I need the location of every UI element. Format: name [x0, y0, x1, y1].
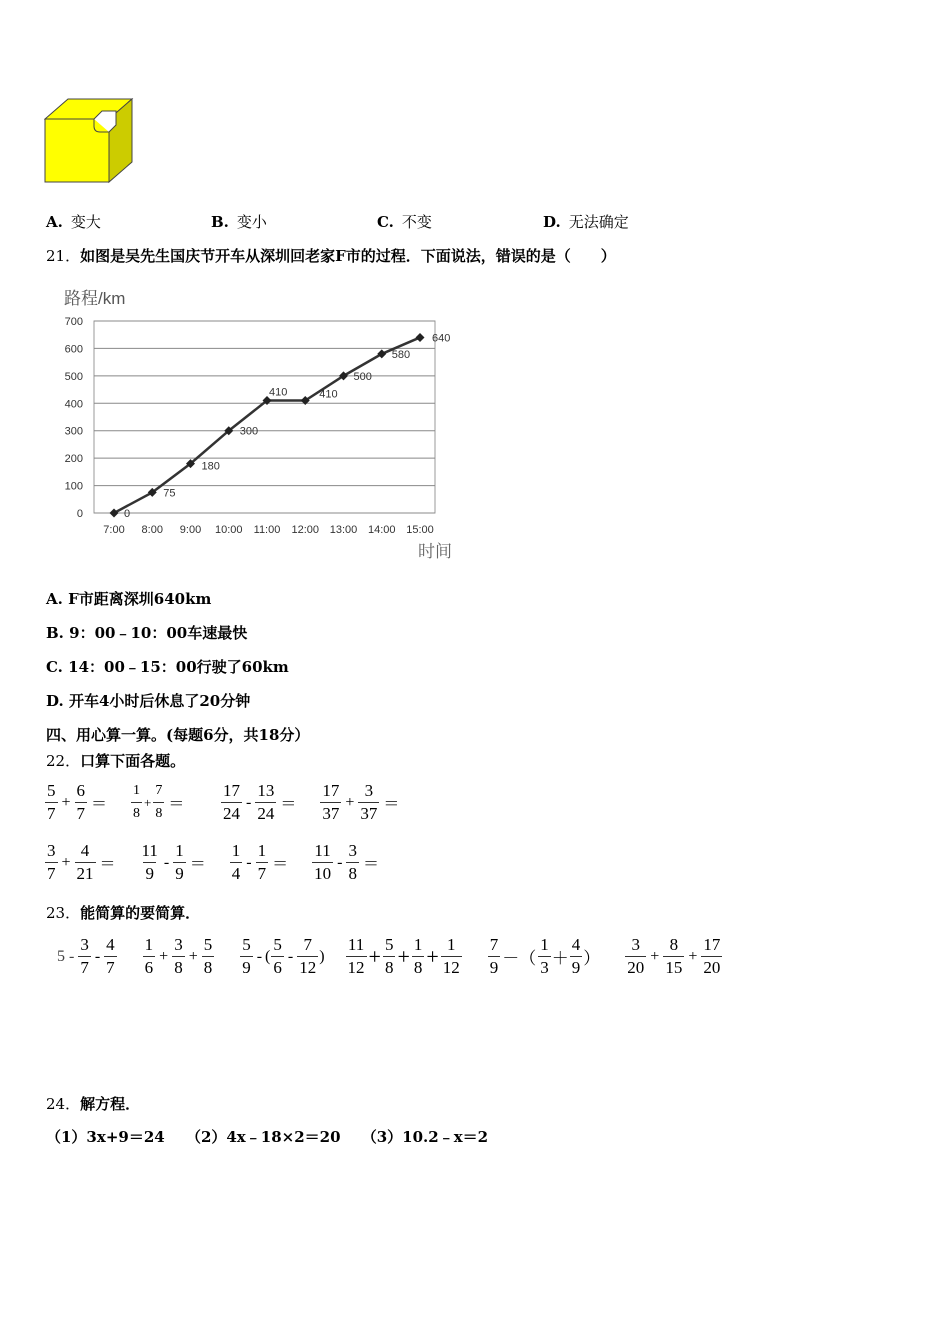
- q20-option-a: A. 变大: [46, 213, 101, 231]
- cube-front-face: [45, 119, 109, 182]
- q24-eq-2: （2）4x﹣18×2＝20: [185, 1128, 341, 1146]
- chart-data-label: 410: [319, 388, 338, 401]
- q20-option-d: D. 无法确定: [543, 213, 629, 231]
- q23-e3: $\frac{5}{9}$ - ( $\frac{5}{6}$ - $\frac{7}{12}$ ): [242, 935, 325, 977]
- chart-series-line: [114, 337, 420, 513]
- chart-y-tick-label: 200: [64, 453, 83, 466]
- chart-data-label: 75: [163, 487, 176, 500]
- chart-data-point: [416, 333, 425, 342]
- chart-y-tick-label: 0: [76, 508, 83, 520]
- chart-y-axis-label: 路程/km: [64, 289, 126, 308]
- q22-r1-e2: $\frac{1}{8}$ + $\frac{7}{8}$ ＝: [130, 781, 190, 824]
- chart-y-tick-label: 300: [64, 425, 83, 438]
- q23-expressions: [54, 935, 723, 978]
- chart-x-tick-label: 11:00: [253, 524, 281, 536]
- chart-y-tick-label: 700: [64, 316, 83, 328]
- chart-data-label: 180: [201, 460, 220, 473]
- q21-option-c: C. 14：00﹣15：00行驶了60km: [46, 658, 289, 676]
- q20-option-c: C. 不变: [377, 213, 432, 231]
- chart-data-label: 580: [391, 348, 411, 361]
- q22-r2-e4: $\frac{11}{10}$ - $\frac{3}{8}$ ＝: [314, 841, 379, 883]
- q22-row-2: [44, 841, 402, 884]
- section-4-title: 四、用心算一算。(每题6分，共18分）: [46, 726, 310, 744]
- chart-y-tick-label: 600: [64, 343, 83, 356]
- chart-data-label: 500: [353, 370, 372, 383]
- q22-row-1: [44, 781, 422, 824]
- q24-eq-3: （3）10.2﹣x＝2: [361, 1128, 489, 1146]
- chart-data-label: 0: [124, 508, 131, 520]
- q21-option-a: A. F市距离深圳640km: [46, 590, 212, 608]
- q20-option-b: B. 变小: [211, 213, 267, 231]
- q22-r2-e3: $\frac{1}{4}$ - $\frac{1}{7}$ ＝: [231, 841, 289, 883]
- chart-x-tick-label: 10:00: [214, 524, 243, 536]
- distance-time-chart: [44, 280, 474, 565]
- q24-question: 24．解方程．: [46, 1095, 141, 1113]
- q24-eq-1: （1）3x+9＝24: [46, 1128, 165, 1146]
- chart-data-point: [110, 509, 119, 518]
- chart-x-tick-label: 12:00: [291, 524, 320, 536]
- q23-e6: $\frac{3}{20}$ + $\frac{8}{15}$ + $\frac{17}{20}$: [627, 935, 721, 977]
- q21-option-b: B. 9：00﹣10：00车速最快: [46, 624, 248, 642]
- chart-y-tick-label: 500: [64, 370, 83, 383]
- chart-y-tick-label: 100: [64, 480, 83, 493]
- chart-x-tick-label: 13:00: [329, 524, 358, 536]
- q22-r1-e1: $\frac{5}{7}$ + $\frac{6}{7}$ ＝: [47, 781, 108, 823]
- chart-x-tick-label: 8:00: [141, 524, 163, 536]
- chart-x-tick-label: 15:00: [406, 524, 434, 536]
- chart-data-label: 300: [239, 425, 259, 438]
- q23-e1: 5 - $\frac{3}{7}$ - $\frac{4}{7}$: [57, 935, 115, 977]
- q22-r1-e4: $\frac{17}{37}$ + $\frac{3}{37}$ ＝: [322, 781, 400, 823]
- q22-r1-e3: $\frac{17}{24}$ - $\frac{13}{24}$ ＝: [223, 781, 297, 823]
- q23-e2: $\frac{1}{6}$ + $\frac{3}{8}$ + $\frac{5}{8}$: [144, 935, 213, 977]
- chart-data-label: 640: [432, 332, 451, 345]
- q23-question: 23．能简算的要简算．: [46, 904, 201, 922]
- chart-x-tick-label: 7:00: [103, 524, 125, 536]
- chart-x-tick-label: 14:00: [367, 524, 396, 536]
- q22-question: 22．口算下面各题。: [46, 752, 186, 770]
- q21-option-d: D. 开车4小时后休息了20分钟: [46, 692, 251, 710]
- q23-e4: $\frac{11}{12}$ + $\frac{5}{8}$ + $\frac{1}{8}$ + $\frac{1}{12}$: [347, 935, 460, 977]
- chart-plot-area: [94, 321, 435, 513]
- q21-question: 21．如图是吴先生国庆节开车从深圳回老家F市的过程．下面说法，错误的是（ ）: [46, 247, 616, 265]
- cube-figure: [44, 98, 136, 186]
- chart-data-label: 410: [269, 386, 288, 399]
- q22-r2-e1: $\frac{3}{7}$ + $\frac{4}{21}$ ＝: [47, 841, 116, 883]
- chart-x-axis-label: 时间: [418, 542, 452, 561]
- chart-y-tick-label: 400: [64, 398, 83, 411]
- chart-x-tick-label: 9:00: [179, 524, 202, 536]
- q24-equations: [46, 1126, 488, 1147]
- q22-r2-e2: $\frac{11}{9}$ - $\frac{1}{9}$ ＝: [141, 841, 206, 883]
- q23-e5: $\frac{7}{9}$ －（ $\frac{1}{3}$ ＋ $\frac{4}{9}$ ）: [489, 935, 601, 977]
